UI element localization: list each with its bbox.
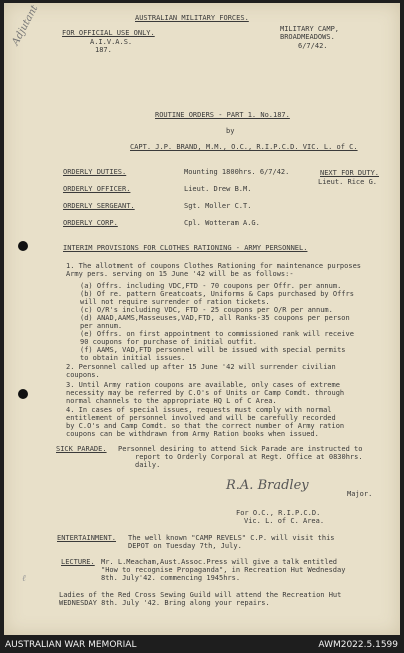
- signature: R.A. Bradley: [226, 478, 309, 493]
- archive-footer: [0, 637, 404, 653]
- provision-line: by C.O's and Camp Comdt. so that the correct number of Army ration: [66, 422, 345, 430]
- camp-name: MILITARY CAMP,: [280, 25, 340, 33]
- commanding-officer: CAPT. J.P. BRAND, M.M., O.C., R.I.P.C.D. VIC. L. of C.: [130, 143, 358, 151]
- duty-value: Lieut. Drew B.M.: [184, 185, 252, 193]
- reference-number: 187.: [95, 46, 112, 54]
- sick-parade-line: Personnel desiring to attend Sick Parade are instructed to: [118, 445, 363, 453]
- punch-hole: [18, 389, 28, 399]
- sick-parade-label: SICK PARADE.: [56, 445, 107, 453]
- provision-line: Army pers. serving on 15 June '42 will be as follows:-: [66, 270, 294, 278]
- provision-line: will not require surrender of ration tickets.: [80, 298, 270, 306]
- provision-line: entitlement of personnel involved and will be carefully recorded: [66, 414, 336, 422]
- provision-line: to obtain initial issues.: [80, 354, 186, 362]
- document-title: AUSTRALIAN MILITARY FORCES.: [135, 14, 249, 22]
- signature-for-line: For O.C., R.I.P.C.D.: [236, 509, 321, 517]
- duty-label: ORDERLY CORP.: [63, 219, 118, 227]
- lecture-label: LECTURE.: [61, 558, 95, 566]
- provision-line: (b) Of re. pattern Greatcoats, Uniforms & Caps purchased by Offrs: [80, 290, 354, 298]
- signature-area: Vic. L. of C. Area.: [244, 517, 325, 525]
- red-cross-line: Ladies of the Red Cross Sewing Guild will attend the Recreation Hut: [59, 591, 342, 599]
- lecture-line: Mr. L.Meacham,Aust.Assoc.Press will give a talk entitled: [101, 558, 338, 566]
- provision-line: 4. In cases of special issues, requests must comply with normal: [66, 406, 332, 414]
- lecture-line: 8th. July'42. commencing 1945hrs.: [101, 574, 241, 582]
- archive-accession-number: AWM2022.5.1599: [318, 640, 398, 650]
- provision-line: 2. Personnel called up after 15 June '42 will surrender civilian: [66, 363, 336, 371]
- document-page: [4, 3, 400, 635]
- provision-line: necessity may be referred by C.O's of Units or Camp Comdt. through: [66, 389, 345, 397]
- next-duty-label: NEXT FOR DUTY.: [320, 169, 380, 177]
- reference-code: A.I.V.A.S.: [90, 38, 133, 46]
- punch-hole: [18, 241, 28, 251]
- camp-location: BROADMEADOWS.: [280, 33, 335, 41]
- provision-line: coupons.: [66, 371, 100, 379]
- provision-line: (e) Offrs. on first appointment to commissioned rank will receive: [80, 330, 354, 338]
- provision-line: per annum.: [80, 322, 123, 330]
- pencil-mark: ℓ: [22, 574, 26, 584]
- provision-line: (f) AAMS, VAD,FTD personnel will be issued with special permits: [80, 346, 346, 354]
- provision-line: 3. Until Army ration coupons are available, only cases of extreme: [66, 381, 340, 389]
- provision-line: normal channels to the appropriate HQ L of C Area.: [66, 397, 277, 405]
- document-date: 6/7/42.: [298, 42, 328, 50]
- sick-parade-line: report to Orderly Corporal at Regt. Office at 0830hrs.: [135, 453, 363, 461]
- entertainment-line: The well known "CAMP REVELS" C.P. will visit this: [128, 534, 335, 542]
- orders-title: ROUTINE ORDERS - PART 1. No.187.: [155, 111, 290, 119]
- duty-value: Sgt. Moller C.T.: [184, 202, 252, 210]
- sick-parade-line: daily.: [135, 461, 161, 469]
- provision-line: coupons can be withdrawn from Army Ration books when issued.: [66, 430, 319, 438]
- duty-value: Cpl. Wotteram A.G.: [184, 219, 260, 227]
- orders-by: by: [226, 127, 235, 135]
- duty-label: ORDERLY OFFICER.: [63, 185, 131, 193]
- official-use-label: FOR OFFICIAL USE ONLY.: [62, 29, 155, 37]
- next-duty-value: Lieut. Rice G.: [318, 178, 378, 186]
- provision-line: 1. The allotment of coupons Clothes Rationing for maintenance purposes: [66, 262, 362, 270]
- provision-line: 90 coupons for purchase of initial outfit.: [80, 338, 258, 346]
- provision-line: (c) O/R's including VDC, FTD - 25 coupons per O/R per annum.: [80, 306, 333, 314]
- duty-label: ORDERLY SERGEANT.: [63, 202, 135, 210]
- section-heading: INTERIM PROVISIONS FOR CLOTHES RATIONING - ARMY PERSONNEL.: [63, 244, 308, 252]
- red-cross-line: WEDNESDAY 8th. July '42. Bring along your repairs.: [59, 599, 270, 607]
- pencil-annotation: Adjutant: [10, 3, 41, 48]
- entertainment-label: ENTERTAINMENT.: [57, 534, 117, 542]
- entertainment-line: DEPOT on Tuesday 7th, July.: [128, 542, 242, 550]
- archive-name: AUSTRALIAN WAR MEMORIAL: [5, 640, 137, 650]
- lecture-line: "How to recognise Propaganda", in Recreation Hut Wednesday: [101, 566, 346, 574]
- provision-line: (a) Offrs. including VDC,FTD - 70 coupons per Offr. per annum.: [80, 282, 342, 290]
- duty-label: ORDERLY DUTIES.: [63, 168, 127, 176]
- signature-rank: Major.: [347, 490, 373, 498]
- provision-line: (d) ANAD,AAMS,Masseuses,VAD,FTD, all Ranks-35 coupons per person: [80, 314, 350, 322]
- duty-value: Mounting 1800hrs. 6/7/42.: [184, 168, 290, 176]
